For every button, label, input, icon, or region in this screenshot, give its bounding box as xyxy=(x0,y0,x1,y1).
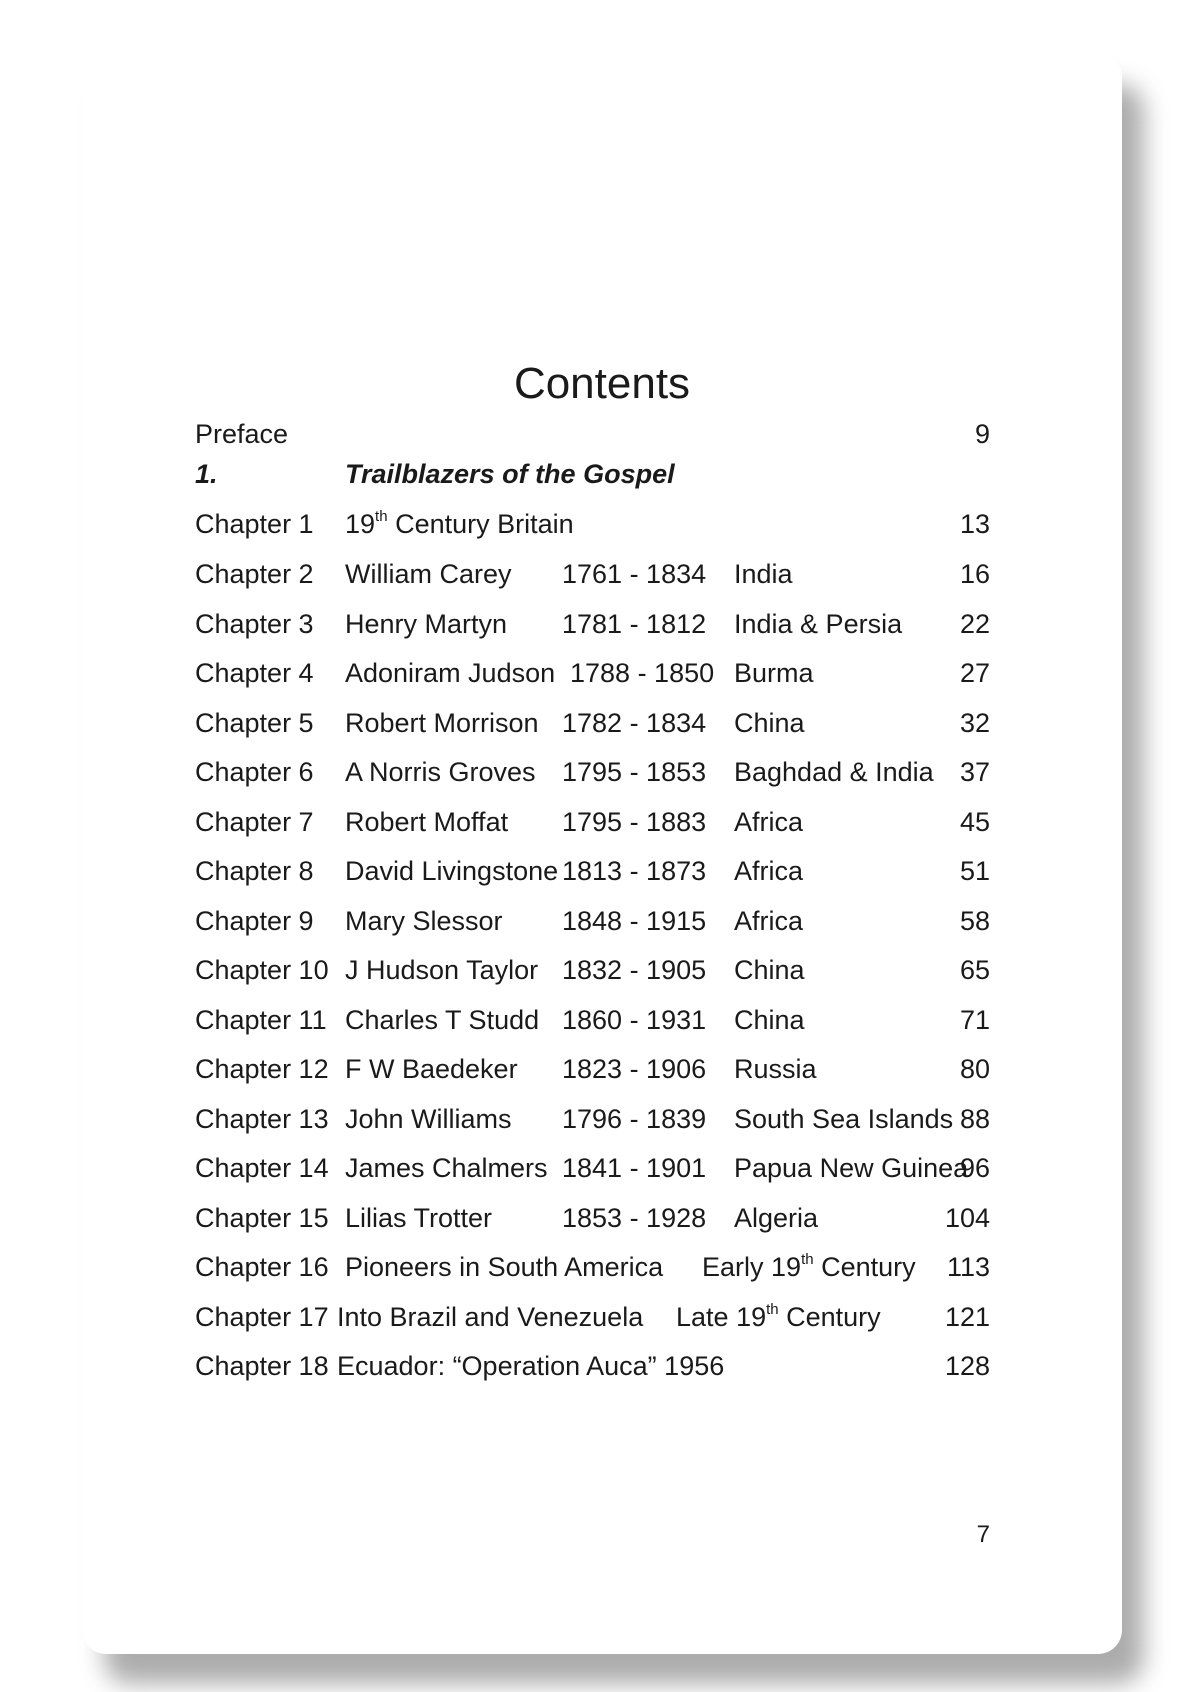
toc-label: Chapter 6 xyxy=(195,757,314,787)
toc-label: Chapter 3 xyxy=(195,609,314,639)
life-years: 1853 - 1928 xyxy=(562,1203,707,1233)
missionary-name: J Hudson Taylor xyxy=(345,955,539,985)
toc-row-chapter-7 xyxy=(82,802,1122,842)
mission-field: Africa xyxy=(734,807,804,837)
toc-page-number: 9 xyxy=(974,419,990,449)
mission-field: Africa xyxy=(734,856,804,886)
toc-row-preface xyxy=(82,414,1122,454)
toc-label: Chapter 8 xyxy=(195,856,314,886)
toc-page-number: 128 xyxy=(944,1351,990,1381)
toc-page-number: 58 xyxy=(959,906,990,936)
toc-label: Chapter 7 xyxy=(195,807,314,837)
mission-field: Africa xyxy=(734,906,804,936)
ordinal-suffix: th xyxy=(375,508,388,525)
life-years: 1788 - 1850 xyxy=(570,658,715,688)
section-number: 1. xyxy=(195,459,218,489)
toc-row-chapter-6 xyxy=(82,752,1122,792)
toc-label: Chapter 9 xyxy=(195,906,314,936)
toc-label: Chapter 12 xyxy=(195,1054,329,1084)
mission-field: Baghdad & India xyxy=(734,757,934,787)
mission-field: South Sea Islands xyxy=(734,1104,954,1134)
mission-field: Burma xyxy=(734,658,814,688)
mission-field: Algeria xyxy=(734,1203,819,1233)
toc-page-number: 32 xyxy=(959,708,990,738)
life-years: 1832 - 1905 xyxy=(562,955,707,985)
life-years: 1795 - 1853 xyxy=(562,757,707,787)
ordinal-suffix: th xyxy=(801,1251,814,1268)
missionary-name: John Williams xyxy=(345,1104,512,1134)
mission-field: Papua New Guinea xyxy=(734,1153,969,1183)
life-years: 1813 - 1873 xyxy=(562,856,707,886)
period-prefix: Late xyxy=(676,1302,737,1332)
life-years: 1795 - 1883 xyxy=(562,807,707,837)
page-title: Contents xyxy=(513,359,691,408)
toc-label: Chapter 16 xyxy=(195,1252,329,1282)
toc-title: Ecuador: “Operation Auca” 1956 xyxy=(337,1351,725,1381)
toc-row-chapter-11 xyxy=(82,1000,1122,1040)
toc-row-chapter-16 xyxy=(82,1247,1122,1287)
toc-page-number: 51 xyxy=(959,856,990,886)
toc-page-number: 104 xyxy=(944,1203,990,1233)
toc-label: Chapter 13 xyxy=(195,1104,329,1134)
toc-row-chapter-15 xyxy=(82,1198,1122,1238)
toc-page-number: 71 xyxy=(959,1005,990,1035)
toc-row-chapter-1 xyxy=(82,504,1122,544)
toc-row-chapter-2 xyxy=(82,554,1122,594)
toc-row-chapter-10 xyxy=(82,950,1122,990)
toc-row-chapter-5 xyxy=(82,703,1122,743)
ordinal-number: 19 xyxy=(736,1302,767,1332)
life-years: 1796 - 1839 xyxy=(562,1104,707,1134)
missionary-name: Charles T Studd xyxy=(345,1005,540,1035)
toc-label: Chapter 11 xyxy=(195,1005,327,1035)
toc-page-number: 88 xyxy=(959,1104,990,1134)
missionary-name: David Livingstone xyxy=(345,856,559,886)
toc-page-number: 45 xyxy=(959,807,990,837)
toc-row-chapter-13 xyxy=(82,1099,1122,1139)
toc-title: Into Brazil and Venezuela xyxy=(337,1302,644,1332)
life-years: 1860 - 1931 xyxy=(562,1005,707,1035)
toc-page-number: 13 xyxy=(959,509,990,539)
mission-field: India xyxy=(734,559,793,589)
period-rest: Century xyxy=(778,1302,881,1332)
missionary-name: William Carey xyxy=(345,559,512,589)
ordinal-number: 19 xyxy=(771,1252,802,1282)
toc-page-number: 96 xyxy=(959,1153,990,1183)
toc-row-chapter-3 xyxy=(82,604,1122,644)
missionary-name: Adoniram Judson xyxy=(345,658,556,688)
toc-label: Chapter 1 xyxy=(195,509,314,539)
missionary-name: Lilias Trotter xyxy=(345,1203,493,1233)
toc-page-number: 37 xyxy=(959,757,990,787)
missionary-name: Robert Moffat xyxy=(345,807,509,837)
missionary-name: James Chalmers xyxy=(345,1153,548,1183)
toc-page-number: 22 xyxy=(959,609,990,639)
title-rest: Century Britain xyxy=(387,509,574,539)
mission-field: Russia xyxy=(734,1054,817,1084)
toc-label: Chapter 4 xyxy=(195,658,314,688)
toc-title: Pioneers in South America xyxy=(345,1252,664,1282)
toc-row-chapter-18 xyxy=(82,1346,1122,1386)
book-page xyxy=(82,54,1122,1654)
toc-row-chapter-17 xyxy=(82,1297,1122,1337)
toc-page-number: 121 xyxy=(944,1302,990,1332)
toc-label: Chapter 17 xyxy=(195,1302,329,1332)
life-years: 1761 - 1834 xyxy=(562,559,707,589)
toc-label: Preface xyxy=(195,419,289,449)
life-years: 1823 - 1906 xyxy=(562,1054,707,1084)
toc-row-chapter-4 xyxy=(82,653,1122,693)
mission-field: China xyxy=(734,955,805,985)
toc-period xyxy=(702,1247,916,1287)
toc-label: Chapter 15 xyxy=(195,1203,329,1233)
life-years: 1848 - 1915 xyxy=(562,906,707,936)
toc-page-number: 27 xyxy=(959,658,990,688)
mission-field: India & Persia xyxy=(734,609,903,639)
toc-label: Chapter 18 xyxy=(195,1351,329,1381)
toc-row-chapter-12 xyxy=(82,1049,1122,1089)
toc-period xyxy=(676,1297,881,1337)
toc-row-chapter-9 xyxy=(82,901,1122,941)
life-years: 1781 - 1812 xyxy=(562,609,707,639)
life-years: 1841 - 1901 xyxy=(562,1153,707,1183)
toc-title xyxy=(345,504,574,544)
mission-field: China xyxy=(734,708,805,738)
missionary-name: Henry Martyn xyxy=(345,609,508,639)
toc-label: Chapter 14 xyxy=(195,1153,329,1183)
toc-page-number: 16 xyxy=(959,559,990,589)
toc-label: Chapter 2 xyxy=(195,559,314,589)
missionary-name: F W Baedeker xyxy=(345,1054,518,1084)
ordinal-suffix: th xyxy=(766,1301,779,1318)
toc-page-number: 113 xyxy=(946,1252,990,1282)
missionary-name: A Norris Groves xyxy=(345,757,536,787)
toc-label: Chapter 5 xyxy=(195,708,314,738)
ordinal-number: 19 xyxy=(345,509,376,539)
missionary-name: Mary Slessor xyxy=(345,906,503,936)
life-years: 1782 - 1834 xyxy=(562,708,707,738)
toc-section-heading xyxy=(82,454,1122,494)
toc-page-number: 65 xyxy=(959,955,990,985)
toc-page-number: 80 xyxy=(959,1054,990,1084)
period-rest: Century xyxy=(813,1252,916,1282)
section-title: Trailblazers of the Gospel xyxy=(345,459,675,489)
toc-row-chapter-8 xyxy=(82,851,1122,891)
page-folio-number: 7 xyxy=(976,1521,990,1548)
mission-field: China xyxy=(734,1005,805,1035)
missionary-name: Robert Morrison xyxy=(345,708,539,738)
toc-label: Chapter 10 xyxy=(195,955,329,985)
period-prefix: Early xyxy=(702,1252,772,1282)
toc-row-chapter-14 xyxy=(82,1148,1122,1188)
